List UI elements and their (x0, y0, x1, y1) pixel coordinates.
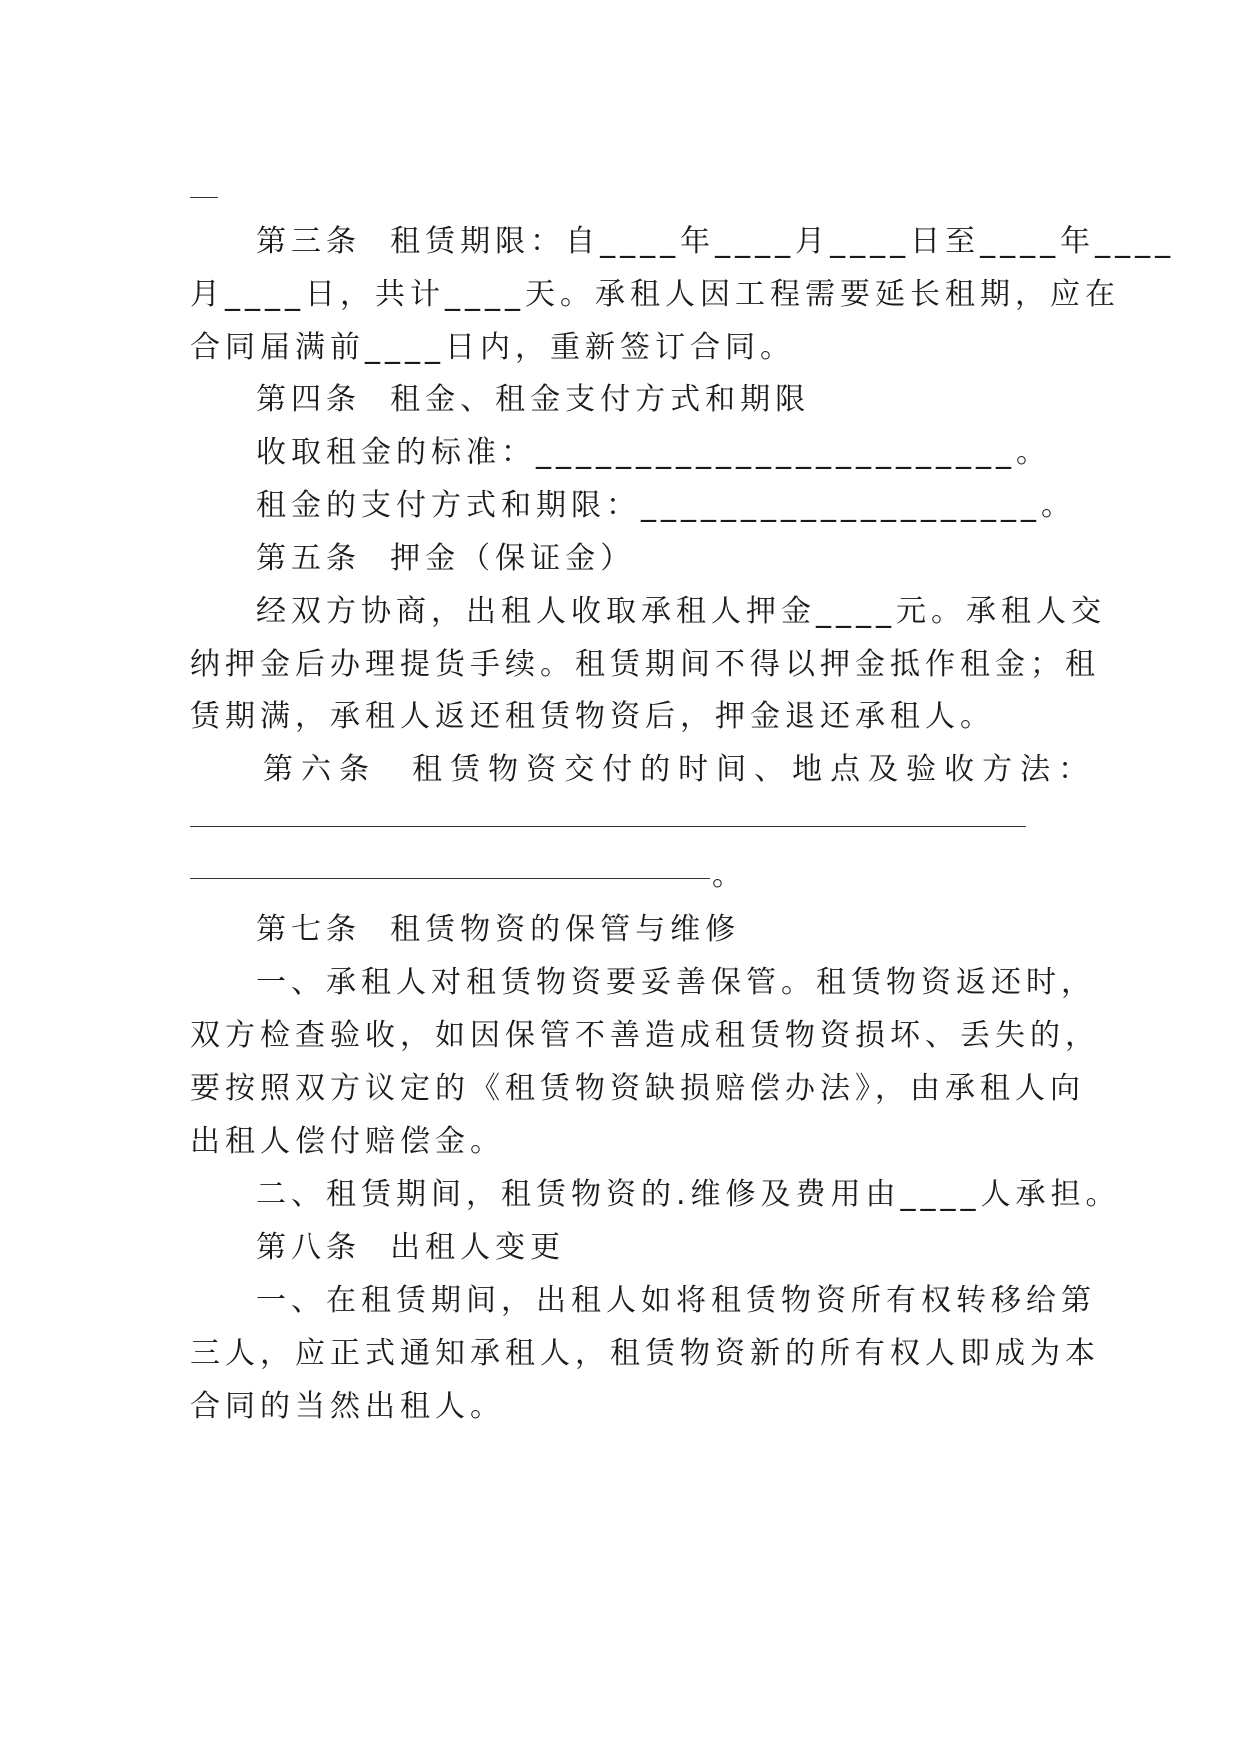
blank-fill-period: 。 (712, 858, 742, 893)
deposit-line-1: 经双方协商，出租人收取承租人押金____元。承租人交 (256, 594, 1106, 629)
article-7-item-1-line-1: 一、承租人对租赁物资要妥善保管。租赁物资返还时， (256, 965, 1096, 1000)
rent-payment-line: 租金的支付方式和期限：____________________。 (256, 488, 1076, 523)
deposit-line-2: 纳押金后办理提货手续。租赁期间不得以押金抵作租金；租 (190, 647, 1100, 682)
rent-standard-line: 收取租金的标准：________________________。 (256, 435, 1051, 470)
article-8-item-1-line-2: 三人，应正式通知承租人，租赁物资新的所有权人即成为本 (190, 1336, 1100, 1371)
article-8-item-1-line-3: 合同的当然出租人。 (190, 1389, 505, 1424)
article-7-item-2: 二、租赁期间，租赁物资的.维修及费用由____人承担。 (256, 1177, 1121, 1212)
article-7-item-1-line-4: 出租人偿付赔偿金。 (190, 1124, 505, 1159)
article-6-heading: 第六条 租赁物资交付的时间、地点及验收方法： (263, 752, 1097, 787)
article-5-heading: 第五条 押金（保证金） (256, 541, 636, 576)
article-7-item-1-line-3: 要按照双方议定的《租赁物资缺损赔偿办法》，由承租人向 (190, 1071, 1085, 1106)
blank-fill-line-1 (190, 826, 1026, 827)
article-7-heading: 第七条 租赁物资的保管与维修 (256, 912, 741, 947)
article-7-item-1-line-2: 双方检查验收，如因保管不善造成租赁物资损坏、丢失的， (190, 1018, 1100, 1053)
article-3-line-3: 合同届满前____日内，重新签订合同。 (190, 330, 795, 365)
article-3-line-2: 月____日，共计____天。承租人因工程需要延长租期，应在 (190, 277, 1120, 312)
top-dash-mark (190, 197, 218, 198)
article-8-item-1-line-1: 一、在租赁期间，出租人如将租赁物资所有权转移给第 (256, 1283, 1096, 1318)
article-4-heading: 第四条 租金、租金支付方式和期限 (256, 382, 811, 417)
blank-fill-line-2 (190, 878, 710, 879)
deposit-line-3: 赁期满，承租人返还租赁物资后，押金退还承租人。 (190, 699, 995, 734)
article-8-heading: 第八条 出租人变更 (256, 1230, 566, 1265)
article-3-line-1: 第三条 租赁期限：自____年____月____日至____年____ (256, 224, 1176, 259)
